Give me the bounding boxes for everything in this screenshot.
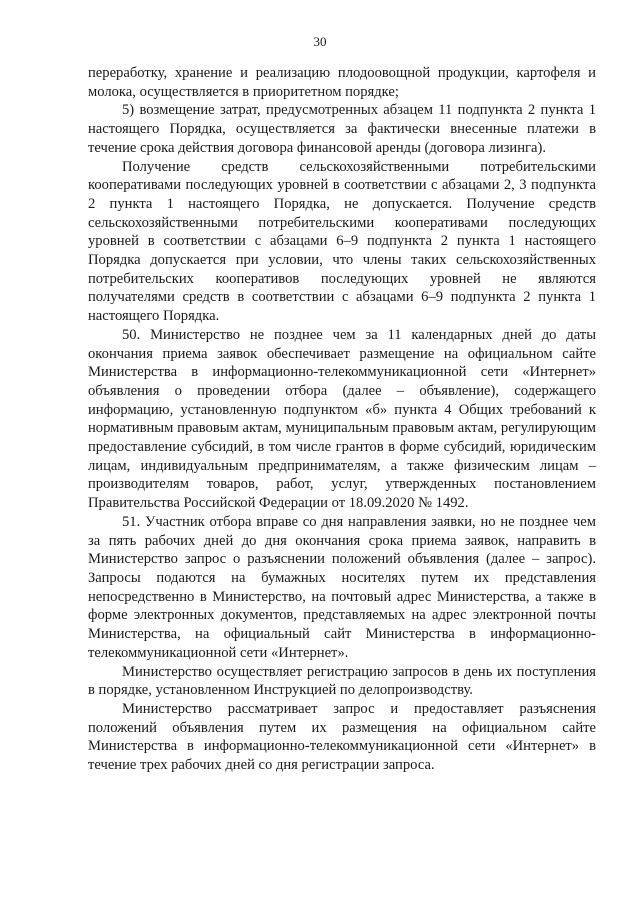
document-body	[88, 64, 596, 775]
paragraph-item-5: 5) возмещение затрат, предусмотренных абзацем 11 подпункта 2 пункта 1 настоящего Порядка, осуществляется за фактически внесенные платежи в течение срока действия договора финансовой аренды (договора лизинга).	[88, 102, 596, 156]
paragraph-clarification: Министерство рассматривает запрос и предоставляет разъяснения положений объявления путем их размещения на официальном сайте Министерства в информационно-телекоммуникационной сети «Интернет» в течение трех рабочих дней со дня регистрации запроса.	[88, 700, 596, 774]
paragraph-registration: Министерство осуществляет регистрацию запросов в день их поступления в порядке, установленном Инструкцией по делопроизводству.	[88, 663, 596, 699]
paragraph-cooperatives: Получение средств сельскохозяйственными потребительскими кооперативами последующих уровней в соответствии с абзацами 2, 3 подпункта 2 пункта 1 настоящего Порядка, не допускается. Получение средств сельскохозяйственными потребительскими кооперативами последующих уровней в соответствии с абзацами 6–9 подпункта 2 пункта 1 настоящего Порядка допускается при условии, что члены таких сельскохозяйственных потребительских кооперативов последующих уровней не являются получателями средств в соответствии с абзацами 6–9 подпункта 2 пункта 1 настоящего Порядка.	[88, 158, 596, 325]
page-number: 30	[313, 34, 327, 49]
paragraph-50: 50. Министерство не позднее чем за 11 календарных дней до даты окончания приема заявок обеспечивает размещение на официальном сайте Министерства в информационно-телекоммуникационной сети «Интернет» объявления о проведении отбора (далее – объявление), содержащего информацию, установленную подпунктом «б» пункта 4 Общих требований к нормативным правовым актам, муниципальным правовым актам, регулирующим предоставление субсидий, в том числе грантов в форме субсидий, юридическим лицам, индивидуальным предпринимателям, а также физическим лицам – производителям товаров, работ, услуг, утвержденных постановлением Правительства Российской Федерации от 18.09.2020 № 1492.	[88, 326, 596, 512]
paragraph-51: 51. Участник отбора вправе со дня направления заявки, но не позднее чем за пять рабочих дней до дня окончания срока приема заявок, направить в Министерство запрос о разъяснении положений объявления (далее – запрос). Запросы подаются на бумажных носителях путем их представления непосредственно в Министерство, на почтовый адрес Министерства, а также в форме электронных документов, представляемых на адрес электронной почты Министерства, на официальный сайт Министерства в информационно-телекоммуникационной сети «Интернет».	[88, 513, 596, 661]
paragraph-continuation: переработку, хранение и реализацию плодоовощной продукции, картофеля и молока, осуществляется в приоритетном порядке;	[88, 65, 596, 100]
